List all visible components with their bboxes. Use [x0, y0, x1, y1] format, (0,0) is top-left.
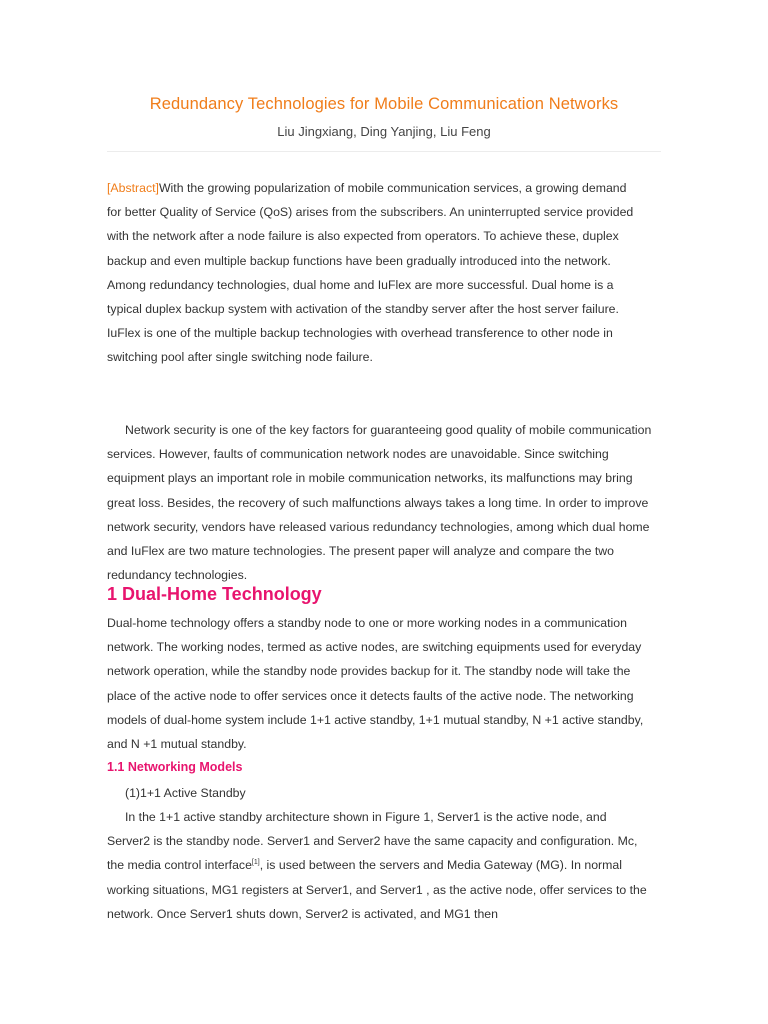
section-heading-dual-home: 1 Dual-Home Technology — [107, 584, 322, 604]
abstract-text: With the growing popularization of mobile communication services, a growing demand for better Quality of Service (QoS) arises from the subscribers. An uninterrupted service provided with the network after a node failure is also expected from operators. To achieve these, duplex backup and even multiple backup functions have been gradually introduced into the network. Among redundancy technologies, dual home and IuFlex are more successful. Dual home is a typical duplex backup system with activation of the standby server after the host server failure. IuFlex is one of the multiple backup technologies with overhead transference to other node in switching pool after single switching node failure. — [107, 181, 634, 365]
document-authors: Liu Jingxiang, Ding Yanjing, Liu Feng — [277, 124, 491, 139]
reference-marker: [1] — [251, 859, 260, 867]
body-text-part2: , is used between the servers and Media Gateway (MG). In normal working situations, MG1 registers at Server1, and Server1 , as the active node, offer services to the network. Once Server1 shuts down, Server2 is activated, and MG1 then — [107, 858, 647, 921]
document-title: Redundancy Technologies for Mobile Communication Networks — [149, 95, 619, 113]
section-paragraph-dual-home: Dual-home technology offers a standby node to one or more working nodes in a communication network. The working nodes, termed as active nodes, are switching equipments used for everyday network operation, while the standby node provides backup for it. The standby node will take the place of the active node to offer services once it detects faults of the active node. The networking models of dual-home system include 1+1 active standby, 1+1 mutual standby, N +1 active standby, and N +1 mutual standby. — [107, 616, 644, 752]
body-text-part1: In the 1+1 active standby architecture shown in Figure 1, Server1 is the active node, and Server2 is the standby node. Server1 and Server2 have the same capacity and configuration. Mc, the media control interface — [107, 810, 638, 873]
abstract-paragraph — [107, 176, 637, 370]
subsection-heading-networking-models: 1.1 Networking Models — [107, 760, 243, 774]
intro-paragraph: Network security is one of the key factors for guaranteeing good quality of mobile communication services. However, faults of communication network nodes are unavoidable. Since switching equipment plays an important role in mobile communication networks, its malfunctions may bring great loss. Besides, the recovery of such malfunctions always takes a long time. In order to improve network security, vendors have released various redundancy technologies, among which dual home and IuFlex are two mature technologies. The present paper will analyze and compare the two redundancy technologies. — [107, 423, 652, 583]
body-paragraph-active-standby — [107, 805, 652, 926]
abstract-tag: [Abstract] — [107, 181, 159, 195]
subsection-item-active-standby: (1)1+1 Active Standby — [125, 786, 246, 800]
header-divider — [107, 151, 661, 152]
